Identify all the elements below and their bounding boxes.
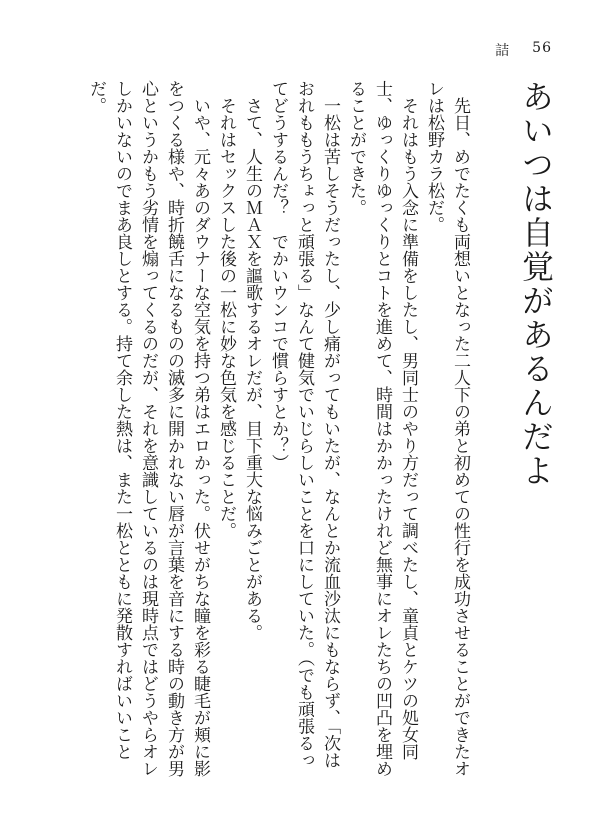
paragraph: 先日、めでたくも両想いとなった二人下の弟と初めての性行を成功させることができたオレは松野カラ松だ。 [424,80,470,777]
chapter-title: あいつは自覚があるんだよ [517,80,555,488]
paragraph: 一松は苦しそうだったし、少し痛がってもいたが、なんとか流血沙汰にもならず、「次はおれももうちょっと頑張る」なんて健気でいじらしいことを口にしていた。（でも頑張るってどうするんだ？ でかいウンコで慣らすとか？） [268,80,340,769]
page-number: 56 [532,40,552,56]
page-header [495,40,552,60]
paragraph: さて、人生のＭＡＸを謳歌するオレだが、目下重大な悩みごとがある。 [242,97,262,641]
paragraph: それはセックスした後の一松に妙な色気を感じることだ。 [216,97,236,539]
paragraph: それはもう入念に準備をしたし、男同士のやり方だって調べたし、童貞とケツの処女同士、ゆっくりゆっくりとコトを進めて、時間はかかったけれど無事にオレたちの凹凸を埋めることができた。 [346,80,418,777]
paragraph: いや、元々あのダウナーな空気を持つ弟はエロかった。伏せがちな瞳を彩る睫毛が頬に影をつくる様や、時折饒舌になるものの滅多に開かれない唇が言葉を音にする時の動き方が男心というかもう劣情を煽ってくるのだが、それを意識しているのは現時点ではどうやらオレしかいないのでまあ良しとする。持て余した熱は、また一松とともに発散すればいいことだ。 [86,80,210,777]
vertical-text-body [83,80,555,780]
running-title: 詰 [495,43,511,59]
